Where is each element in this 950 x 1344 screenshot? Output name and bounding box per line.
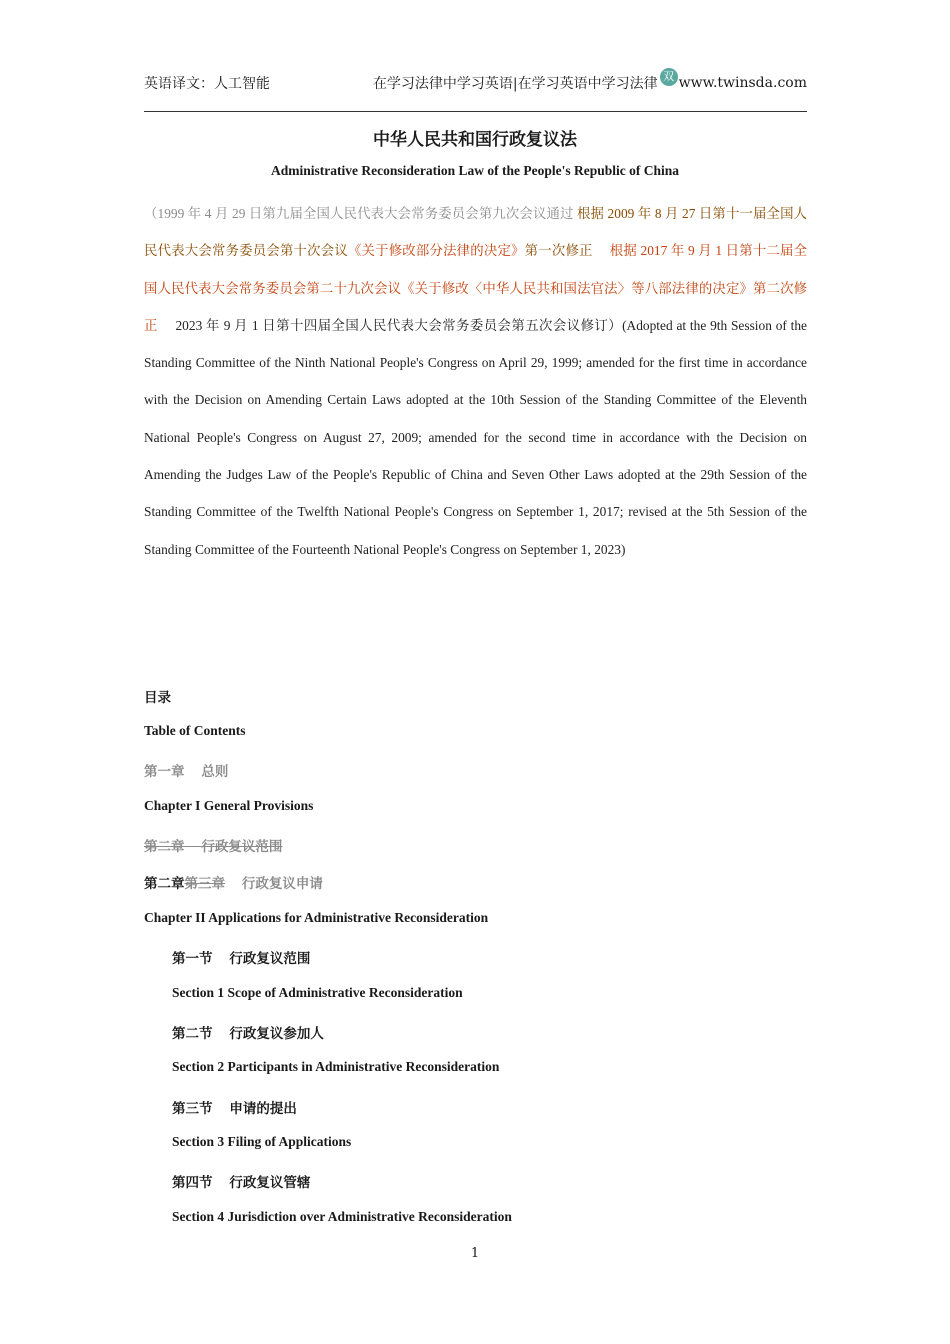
header-right	[372, 70, 807, 93]
toc-section1-cn: 第一节 行政复议范围	[172, 951, 311, 966]
toc-section2-en: Section 2 Participants in Administrative Reconsideration	[172, 1059, 500, 1074]
toc-section3-en: Section 3 Filing of Applications	[172, 1134, 352, 1149]
toc-section2-cn: 第二节 行政复议参加人	[172, 1026, 324, 1041]
toc-chapter1-en: Chapter I General Provisions	[144, 798, 314, 813]
toc-chapter2-en: Chapter II Applications for Administrative Reconsideration	[144, 910, 489, 925]
toc-chapter2-deleted: 第二章 行政复议范围	[144, 839, 283, 854]
preamble-paragraph	[144, 195, 807, 568]
twinsda-logo-icon: 双	[660, 68, 678, 86]
toc-section4-cn: 第四节 行政复议管辖	[172, 1175, 311, 1190]
preamble-amend1-end: 第一次修正	[524, 243, 607, 259]
toc-chapter1-cn: 第一章 总则	[144, 764, 229, 779]
preamble-amend1-decision: 《关于修改部分法律的决定》	[347, 243, 525, 259]
document-title-en: Administrative Reconsideration Law of the People's Republic of China	[271, 163, 679, 178]
toc-chapter2-number: 第二章	[144, 876, 185, 891]
page-number: 1	[470, 1246, 480, 1261]
toc-chapter2-cn	[144, 872, 323, 892]
toc-heading-en: Table of Contents	[144, 723, 246, 738]
header-slogan: 在学习法律中学习英语|在学习英语中学习法律	[372, 76, 658, 92]
toc-section3-cn: 第三节 申请的提出	[172, 1101, 297, 1116]
document-title-cn: 中华人民共和国行政复议法	[373, 130, 577, 150]
header-site-link[interactable]: www.twinsda.com	[678, 75, 807, 91]
toc-chapter2-title: 行政复议申请	[225, 876, 323, 891]
header-divider	[144, 111, 807, 112]
toc-heading-cn: 目录	[144, 690, 171, 705]
preamble-amend2: 根据 2017 年 9 月 1 日第十二届全国人民代表大会常务委员会第二十九次会议《关于修改〈中华人民共和国法官法〉等八部法律的决定》第二次修正	[144, 243, 808, 333]
preamble-adoption: （1999 年 4 月 29 日第九届全国人民代表大会常务委员会第九次会议通过	[144, 206, 574, 221]
preamble-revision: 2023 年 9 月 1 日第十四届全国人民代表大会常务委员会第五次会议修订）(Adopted at the 9th Session of the Standing Committee of the Ninth National People's Congress on April 29, 1999; amended for the first time in accordance with the Decision on Amending Certain Laws adopted at the 10th Session of the Standing Committee of the Eleventh National People's Congress on August 27, 2009; amended for the second time in accordance with the Decision on Amending the Judges Law of the People's Republic of China and Seven Other Laws adopted at the 29th Session of the Standing Committee of the Twelfth National People's Congress on September 1, 2017; revised at the 5th Session of the Standing Committee of the Fourteenth National People's Congress on September 1, 2023)	[144, 317, 807, 557]
header-left-text: 英语译文：人工智能	[144, 76, 270, 92]
toc-section4-en: Section 4 Jurisdiction over Administrative Reconsideration	[172, 1209, 512, 1224]
preamble-amend1: 根据 2009 年 8 月 27 日第十一届全国人民代表大会常务委员会第十次会议	[144, 206, 807, 259]
toc-chapter2-old-number: 第三章	[184, 876, 225, 891]
toc-section1-en: Section 1 Scope of Administrative Reconsideration	[172, 985, 463, 1000]
